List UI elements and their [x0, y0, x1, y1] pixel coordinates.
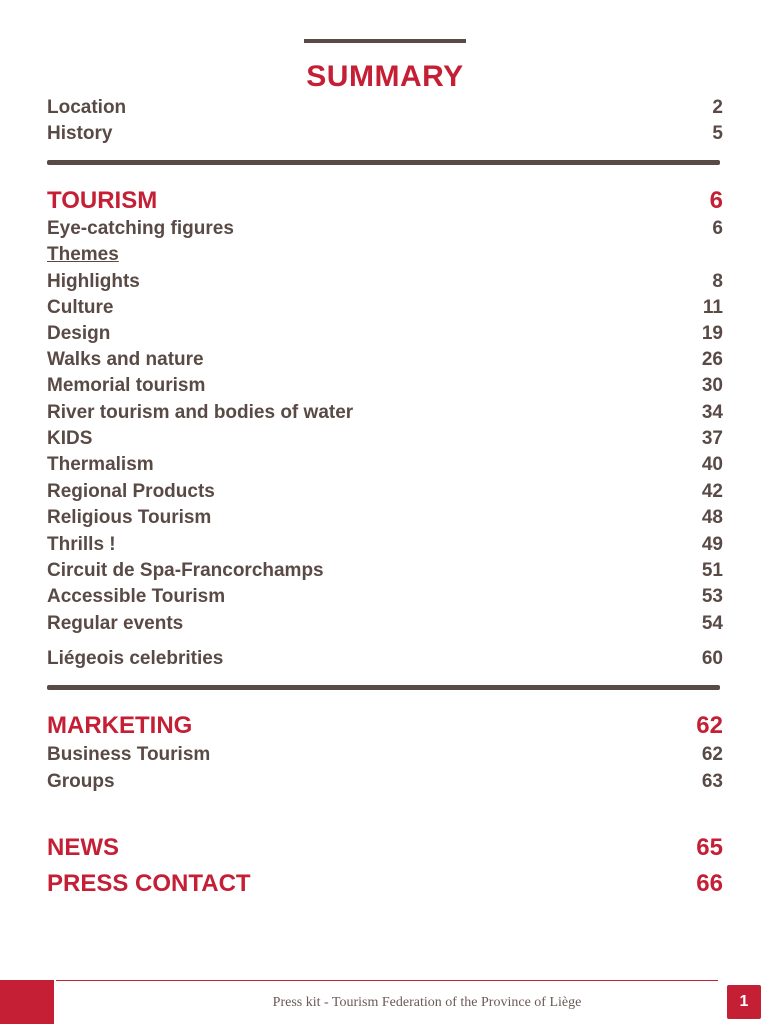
toc-entry-label: History: [47, 123, 113, 144]
toc-entry[interactable]: [47, 505, 723, 531]
toc-entry[interactable]: [47, 269, 723, 295]
toc-entry-label: Circuit de Spa-Francorchamps: [47, 560, 324, 581]
section-heading-tourism[interactable]: [47, 185, 723, 217]
toc-entry[interactable]: [47, 558, 723, 584]
footer-text: Press kit - Tourism Federation of the Province of Liège: [272, 994, 582, 1010]
toc-entry[interactable]: [47, 216, 723, 242]
toc-entry[interactable]: [47, 295, 723, 321]
toc-entry[interactable]: [47, 769, 723, 795]
toc-entry-label: Walks and nature: [47, 349, 204, 370]
toc-entry-page: 40: [701, 454, 723, 475]
toc-entry-label: Groups: [47, 771, 115, 792]
footer: [56, 980, 718, 1024]
toc-entry[interactable]: [47, 347, 723, 373]
toc-entry-label: River tourism and bodies of water: [47, 402, 354, 423]
toc-entry-label: Thrills !: [47, 534, 116, 555]
toc-entry[interactable]: [47, 373, 723, 399]
toc-entry[interactable]: [47, 426, 723, 452]
toc-entry-label: Thermalism: [47, 454, 154, 475]
toc-subheading-themes: [47, 242, 723, 268]
toc-entry-label: Design: [47, 323, 111, 344]
toc-entry-page: 30: [701, 375, 723, 396]
page-number-badge: [718, 980, 770, 1024]
toc-entry[interactable]: [47, 479, 723, 505]
toc-entry-page: 62: [701, 744, 723, 765]
section-heading-page: 65: [696, 834, 723, 861]
toc-entry-label: Accessible Tourism: [47, 586, 226, 607]
toc-entry-label: Culture: [47, 297, 114, 318]
toc-entry-label: Business Tourism: [47, 744, 211, 765]
toc-subheading-label: Themes: [47, 244, 119, 265]
toc-entry-page: 48: [701, 507, 723, 528]
toc-entry-page: 34: [701, 402, 723, 423]
toc-entry-label: Regular events: [47, 613, 184, 634]
toc-entry[interactable]: [47, 532, 723, 558]
toc-entry-page: 42: [701, 481, 723, 502]
toc-entry[interactable]: [47, 646, 723, 672]
toc-entry-page: 49: [701, 534, 723, 555]
toc-entry-location[interactable]: [47, 95, 723, 121]
section-divider: [47, 160, 720, 165]
toc-entry-label: Liégeois celebrities: [47, 648, 224, 669]
toc-entry-label: Regional Products: [47, 481, 215, 502]
toc-entry[interactable]: [47, 400, 723, 426]
toc-entry-page: 5: [712, 123, 723, 144]
section-heading-page: 6: [709, 187, 723, 214]
toc-entry-label: Memorial tourism: [47, 375, 206, 396]
section-heading-press-contact[interactable]: [47, 868, 723, 900]
toc-entry-label: Highlights: [47, 271, 140, 292]
toc-entry-page: 19: [701, 323, 723, 344]
section-heading-page: 62: [696, 712, 723, 739]
page-number: 1: [727, 985, 761, 1019]
toc-entry-label: Location: [47, 97, 127, 118]
section-heading-label: NEWS: [47, 834, 119, 861]
toc-entry-page: 53: [701, 586, 723, 607]
toc-entry[interactable]: [47, 452, 723, 478]
toc-entry[interactable]: [47, 321, 723, 347]
toc-entry-label: Religious Tourism: [47, 507, 212, 528]
toc-entry[interactable]: [47, 742, 723, 768]
section-heading-label: MARKETING: [47, 712, 193, 739]
section-heading-marketing[interactable]: [47, 710, 723, 742]
toc-entry-page: 63: [701, 771, 723, 792]
toc-entry-history[interactable]: [47, 121, 723, 147]
toc-entry-page: 37: [701, 428, 723, 449]
toc-entry-page: 26: [701, 349, 723, 370]
toc-entry-page: 60: [701, 648, 723, 669]
toc-entry-page: 2: [712, 97, 723, 118]
toc-entry-label: Eye-catching figures: [47, 218, 234, 239]
top-rule: [304, 39, 466, 43]
toc-entry-page: 54: [701, 613, 723, 634]
toc-entry-label: KIDS: [47, 428, 93, 449]
page-title: SUMMARY: [306, 60, 464, 93]
toc-entry-page: 6: [712, 218, 723, 239]
footer-accent-block: [0, 980, 54, 1024]
toc-entry-page: 51: [701, 560, 723, 581]
section-heading-label: PRESS CONTACT: [47, 870, 251, 897]
section-divider: [47, 685, 720, 690]
section-heading-news[interactable]: [47, 832, 723, 864]
section-heading-page: 66: [696, 870, 723, 897]
toc-entry-page: 8: [712, 271, 723, 292]
toc-entry[interactable]: [47, 584, 723, 610]
toc-entry[interactable]: [47, 611, 723, 637]
toc-entry-page: 11: [702, 297, 723, 318]
section-heading-label: TOURISM: [47, 187, 158, 214]
